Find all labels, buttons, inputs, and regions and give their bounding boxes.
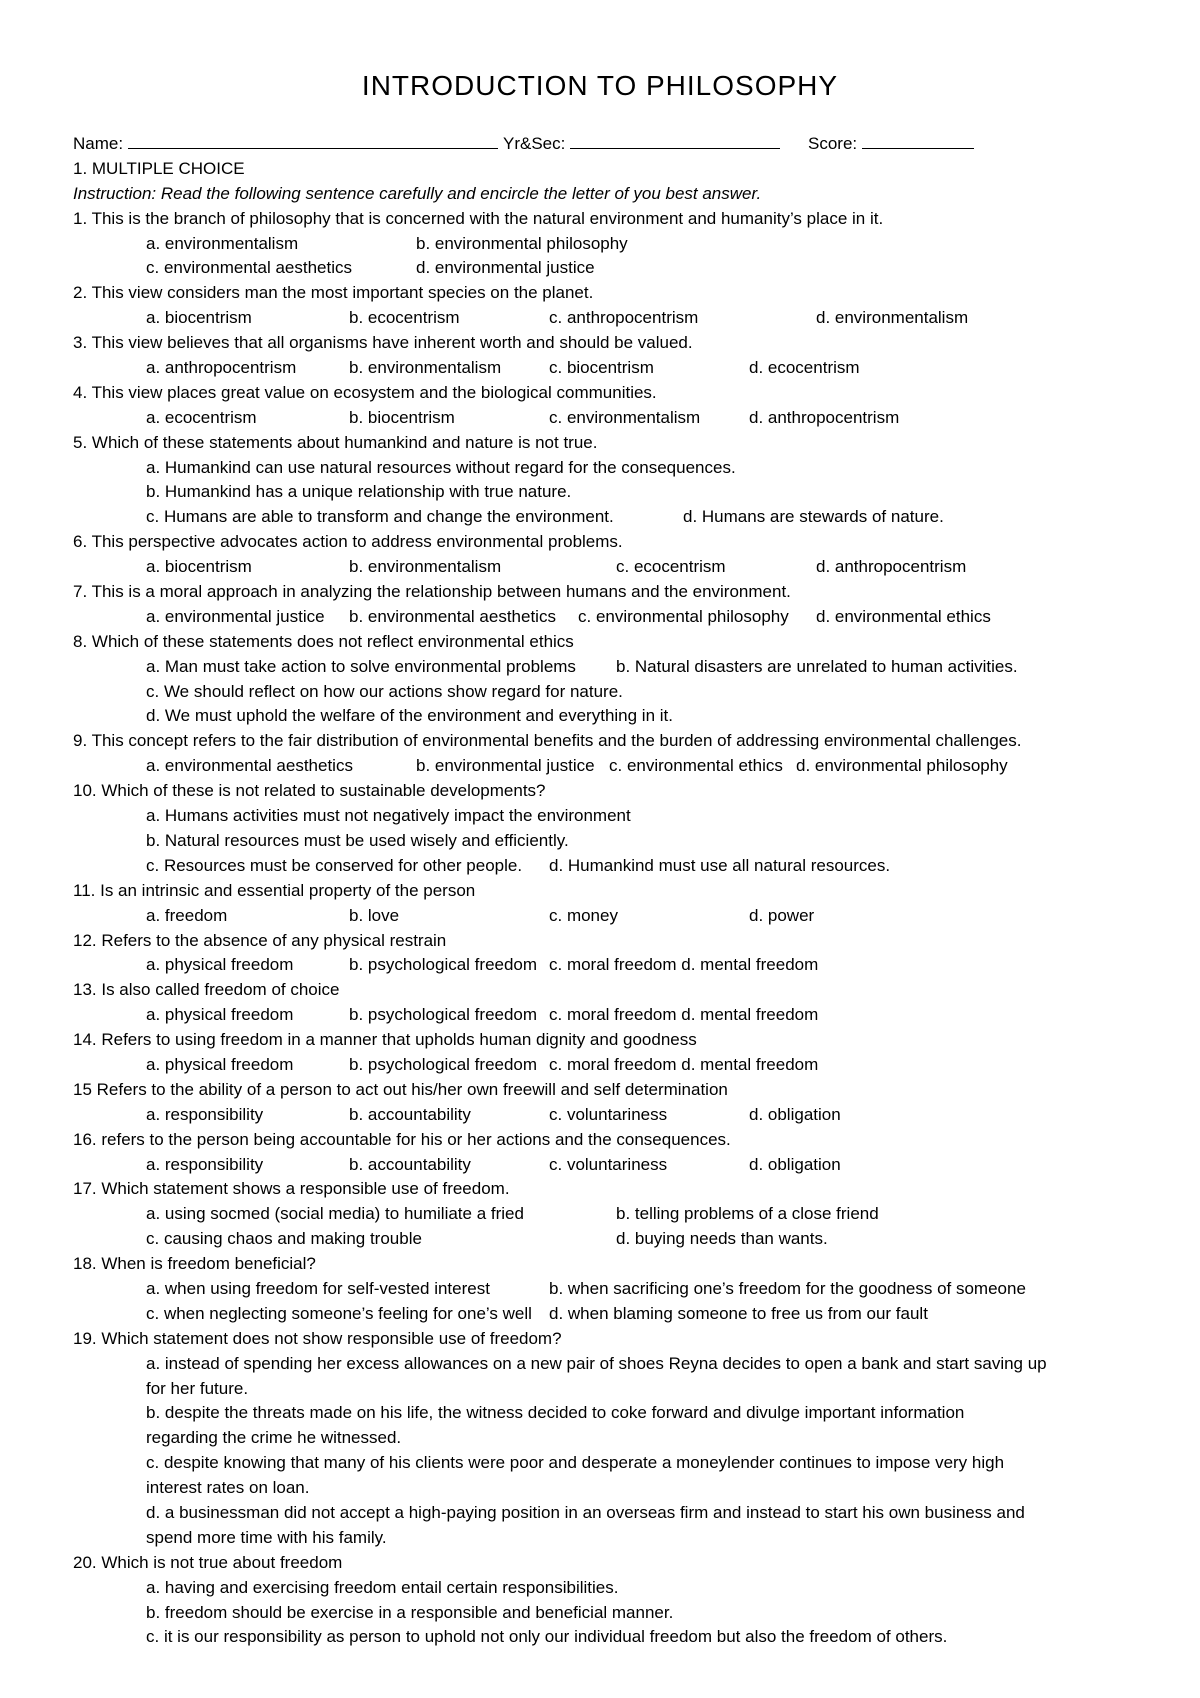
- answer-choice[interactable]: d. environmental justice: [416, 258, 595, 278]
- answer-choice[interactable]: a. Humans activities must not negatively impact the environment: [146, 806, 631, 826]
- answer-choice[interactable]: d. environmentalism: [816, 308, 969, 328]
- name-label: Name:: [73, 134, 124, 153]
- choice-row: [73, 1451, 1173, 1476]
- answer-choice[interactable]: b. psychological freedom: [349, 955, 538, 975]
- choice-row: [73, 1377, 1173, 1402]
- choice-row: [73, 256, 1173, 281]
- answer-choice[interactable]: c. Humans are able to transform and change the environment.: [146, 507, 614, 527]
- question-text: 15 Refers to the ability of a person to act out his/her own freewill and self determination: [73, 1079, 728, 1099]
- answer-choice[interactable]: c. biocentrism: [549, 358, 654, 378]
- answer-choice[interactable]: b. environmental philosophy: [416, 233, 628, 253]
- answer-choice[interactable]: a. Humankind can use natural resources without regard for the consequences.: [146, 457, 736, 477]
- section-title: 1. MULTIPLE CHOICE: [73, 158, 245, 178]
- answer-choice[interactable]: b. Natural disasters are unrelated to human activities.: [616, 656, 1018, 676]
- choice-row: [73, 904, 1173, 929]
- answer-choice[interactable]: b. psychological freedom: [349, 1054, 538, 1074]
- choice-row: [73, 605, 1173, 630]
- answer-choice[interactable]: c. We should reflect on how our actions show regard for nature.: [146, 681, 623, 701]
- answer-choice[interactable]: b. environmentalism: [349, 557, 502, 577]
- question-text: 17. Which statement shows a responsible use of freedom.: [73, 1179, 510, 1199]
- answer-choice[interactable]: b. love: [349, 905, 400, 925]
- score-label: Score:: [808, 134, 858, 153]
- answer-choice[interactable]: a. biocentrism: [146, 557, 252, 577]
- answer-choice[interactable]: b. psychological freedom: [349, 1005, 538, 1025]
- choice-row: [73, 1476, 1173, 1501]
- question-text: 2. This view considers man the most important species on the planet.: [73, 283, 594, 303]
- choice-row: [73, 680, 1173, 705]
- answer-choice[interactable]: a. environmentalism: [146, 233, 299, 253]
- answer-choice[interactable]: d. a businessman did not accept a high-paying position in an overseas firm and instead to start his own business and: [146, 1502, 1025, 1522]
- yrsec-field: [503, 132, 780, 157]
- answer-choice[interactable]: regarding the crime he witnessed.: [146, 1428, 402, 1448]
- choice-row: [73, 1003, 1173, 1028]
- choice-row: [73, 804, 1173, 829]
- answer-choice[interactable]: d. environmental philosophy: [796, 756, 1008, 776]
- choice-row: [73, 704, 1173, 729]
- choice-row: [73, 1153, 1173, 1178]
- answer-choice[interactable]: c. moral freedom d. mental freedom: [549, 1054, 819, 1074]
- answer-choice[interactable]: b. environmental aesthetics: [349, 606, 556, 626]
- answer-choice[interactable]: b. biocentrism: [349, 407, 455, 427]
- choice-row: [73, 1401, 1173, 1426]
- question-text: 9. This concept refers to the fair distribution of environmental benefits and the burden of addressing environmental challenges.: [73, 731, 1022, 751]
- answer-choice[interactable]: a. ecocentrism: [146, 407, 257, 427]
- answer-choice[interactable]: a. using socmed (social media) to humiliate a fried: [146, 1204, 524, 1224]
- answer-choice[interactable]: b. environmentalism: [349, 358, 502, 378]
- choice-row: [73, 1526, 1173, 1551]
- choice-row: [73, 1625, 1173, 1650]
- answer-choice[interactable]: d. Humankind must use all natural resources.: [549, 855, 891, 875]
- answer-choice[interactable]: a. Man must take action to solve environmental problems: [146, 656, 576, 676]
- choice-row: [73, 829, 1173, 854]
- question-text: 14. Refers to using freedom in a manner that upholds human dignity and goodness: [73, 1030, 697, 1050]
- answer-choice[interactable]: d. Humans are stewards of nature.: [683, 507, 944, 527]
- choice-row: [73, 1302, 1173, 1327]
- question-text: 16. refers to the person being accountable for his or her actions and the consequences.: [73, 1129, 731, 1149]
- question-text: 20. Which is not true about freedom: [73, 1552, 343, 1572]
- choice-row: [73, 754, 1173, 779]
- answer-choice[interactable]: interest rates on loan.: [146, 1478, 310, 1498]
- question-text: 8. Which of these statements does not reflect environmental ethics: [73, 631, 574, 651]
- answer-choice[interactable]: c. environmentalism: [549, 407, 701, 427]
- question-text: 5. Which of these statements about humankind and nature is not true.: [73, 432, 598, 452]
- question-text: 13. Is also called freedom of choice: [73, 980, 340, 1000]
- answer-choice[interactable]: d. obligation: [749, 1154, 841, 1174]
- question-text: 1. This is the branch of philosophy that is concerned with the natural environment and humanity’s place in it.: [73, 208, 884, 228]
- answer-choice[interactable]: c. anthropocentrism: [549, 308, 699, 328]
- question-list: [73, 207, 1173, 1651]
- answer-choice[interactable]: c. environmental aesthetics: [146, 258, 352, 278]
- student-info-row: [73, 132, 1173, 157]
- answer-choice[interactable]: b. despite the threats made on his life, the witness decided to coke forward and divulge important information: [146, 1403, 965, 1423]
- answer-choice[interactable]: a. environmental justice: [146, 606, 325, 626]
- answer-choice[interactable]: d. power: [749, 905, 815, 925]
- answer-choice[interactable]: a. physical freedom: [146, 955, 294, 975]
- page-title: INTRODUCTION TO PHILOSOPHY: [361, 70, 839, 101]
- answer-choice[interactable]: c. voluntariness: [549, 1154, 668, 1174]
- answer-choice[interactable]: c. money: [549, 905, 618, 925]
- question-text: 11. Is an intrinsic and essential property of the person: [73, 880, 476, 900]
- name-blank: [128, 133, 498, 149]
- answer-choice[interactable]: d. anthropocentrism: [749, 407, 900, 427]
- answer-choice[interactable]: a. instead of spending her excess allowances on a new pair of shoes Reyna decides to open a bank and start saving up: [146, 1353, 1047, 1373]
- answer-choice[interactable]: b. Humankind has a unique relationship with true nature.: [146, 482, 572, 502]
- question-text: 3. This view believes that all organisms have inherent worth and should be valued.: [73, 333, 693, 353]
- answer-choice[interactable]: c. moral freedom d. mental freedom: [549, 1005, 819, 1025]
- answer-choice[interactable]: d. ecocentrism: [749, 358, 860, 378]
- question-text: 18. When is freedom beneficial?: [73, 1254, 316, 1274]
- choice-row: [73, 232, 1173, 257]
- choice-row: [73, 456, 1173, 481]
- question-text: 4. This view places great value on ecosystem and the biological communities.: [73, 382, 657, 402]
- answer-choice[interactable]: b. ecocentrism: [349, 308, 460, 328]
- answer-choice[interactable]: a. when using freedom for self-vested interest: [146, 1278, 490, 1298]
- choice-row: [73, 1103, 1173, 1128]
- answer-choice[interactable]: b. when sacrificing one’s freedom for the goodness of someone: [549, 1278, 1026, 1298]
- answer-choice[interactable]: a. biocentrism: [146, 308, 252, 328]
- answer-choice[interactable]: d. obligation: [749, 1104, 841, 1124]
- answer-choice[interactable]: a. physical freedom: [146, 1005, 294, 1025]
- answer-choice[interactable]: c. environmental ethics: [609, 756, 783, 776]
- answer-choice[interactable]: c. moral freedom d. mental freedom: [549, 955, 819, 975]
- choice-row: [73, 1277, 1173, 1302]
- choice-row: [73, 555, 1173, 580]
- question-text: 19. Which statement does not show responsible use of freedom?: [73, 1328, 562, 1348]
- answer-choice[interactable]: a. responsibility: [146, 1104, 264, 1124]
- choice-row: [73, 505, 1173, 530]
- answer-choice[interactable]: b. freedom should be exercise in a responsible and beneficial manner.: [146, 1602, 674, 1622]
- name-field: [73, 132, 498, 157]
- question-text: 6. This perspective advocates action to address environmental problems.: [73, 532, 623, 552]
- answer-choice[interactable]: c. Resources must be conserved for other people.: [146, 855, 523, 875]
- choice-row: [73, 1352, 1173, 1377]
- answer-choice[interactable]: d. buying needs than wants.: [616, 1229, 828, 1249]
- answer-choice[interactable]: a. environmental aesthetics: [146, 756, 353, 776]
- choice-row: [73, 953, 1173, 978]
- answer-choice[interactable]: b. environmental justice: [416, 756, 595, 776]
- score-field: [808, 132, 974, 157]
- question-text: 12. Refers to the absence of any physical restrain: [73, 930, 447, 950]
- answer-choice[interactable]: a. responsibility: [146, 1154, 264, 1174]
- question-text: 10. Which of these is not related to sustainable developments?: [73, 781, 546, 801]
- answer-choice[interactable]: for her future.: [146, 1378, 249, 1398]
- choice-row: [73, 1426, 1173, 1451]
- answer-choice[interactable]: a. freedom: [146, 905, 228, 925]
- answer-choice[interactable]: b. Natural resources must be used wisely and efficiently.: [146, 830, 569, 850]
- choice-row: [73, 1202, 1173, 1227]
- choice-row: [73, 1501, 1173, 1526]
- choice-row: [73, 1601, 1173, 1626]
- yrsec-label: Yr&Sec:: [503, 134, 566, 153]
- question-text: 7. This is a moral approach in analyzing the relationship between humans and the environment.: [73, 582, 791, 602]
- answer-choice[interactable]: c. when neglecting someone’s feeling for one’s well: [146, 1303, 532, 1323]
- answer-choice[interactable]: c. despite knowing that many of his clients were poor and desperate a moneylender continues to impose very high: [146, 1453, 1005, 1473]
- score-blank: [862, 133, 974, 149]
- answer-choice[interactable]: d. We must uphold the welfare of the environment and everything in it.: [146, 706, 673, 726]
- choice-row: [73, 1576, 1173, 1601]
- answer-choice[interactable]: a. physical freedom: [146, 1054, 294, 1074]
- answer-choice[interactable]: spend more time with his family.: [146, 1527, 387, 1547]
- answer-choice[interactable]: c. it is our responsibility as person to uphold not only our individual freedom but also the freedom of others.: [146, 1627, 948, 1647]
- answer-choice[interactable]: b. telling problems of a close friend: [616, 1204, 879, 1224]
- answer-choice[interactable]: b. accountability: [349, 1154, 471, 1174]
- answer-choice[interactable]: b. accountability: [349, 1104, 471, 1124]
- answer-choice[interactable]: c. voluntariness: [549, 1104, 668, 1124]
- choice-row: [73, 1053, 1173, 1078]
- answer-choice[interactable]: c. causing chaos and making trouble: [146, 1229, 422, 1249]
- choice-row: [73, 655, 1173, 680]
- choice-row: [73, 854, 1173, 879]
- answer-choice[interactable]: d. when blaming someone to free us from our fault: [549, 1303, 928, 1323]
- worksheet-content: [73, 132, 1173, 1650]
- answer-choice[interactable]: a. anthropocentrism: [146, 358, 297, 378]
- choice-row: [73, 356, 1173, 381]
- answer-choice[interactable]: d. anthropocentrism: [816, 557, 967, 577]
- choice-row: [73, 306, 1173, 331]
- choice-row: [73, 480, 1173, 505]
- answer-choice[interactable]: c. environmental philosophy: [578, 606, 789, 626]
- choice-row: [73, 1227, 1173, 1252]
- yrsec-blank: [570, 133, 780, 149]
- answer-choice[interactable]: a. having and exercising freedom entail certain responsibilities.: [146, 1577, 619, 1597]
- answer-choice[interactable]: d. environmental ethics: [816, 606, 991, 626]
- instruction-text: Instruction: Read the following sentence carefully and encircle the letter of you best answer.: [73, 183, 762, 203]
- choice-row: [73, 406, 1173, 431]
- answer-choice[interactable]: c. ecocentrism: [616, 557, 726, 577]
